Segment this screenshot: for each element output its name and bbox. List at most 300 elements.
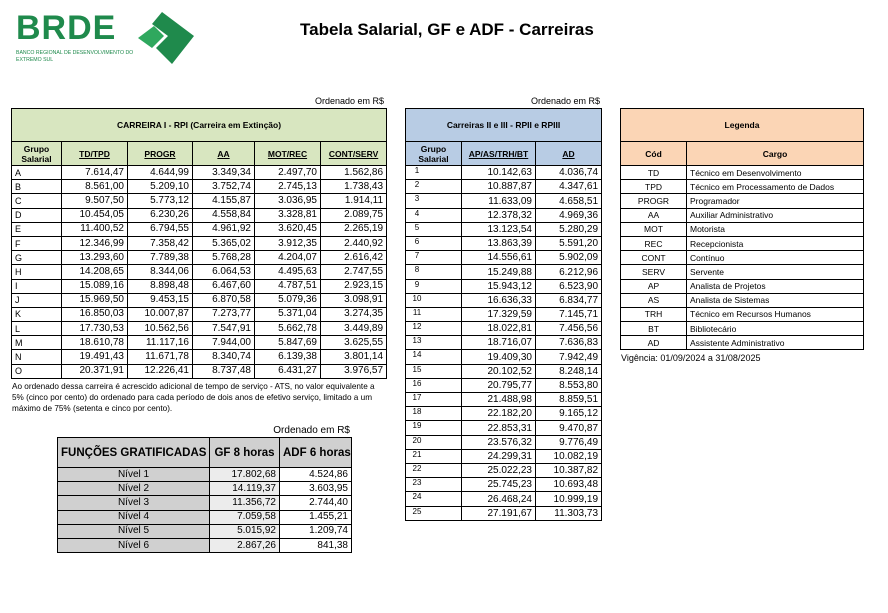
carreira2-cell: 21.488,98	[462, 393, 536, 407]
carreira2-row	[406, 251, 602, 265]
carreira1-col-header: CONT/SERV	[321, 142, 387, 166]
funcoes-cell: 17.802,68	[210, 468, 280, 482]
carreira1-cell: 8.898,48	[128, 279, 193, 293]
carreira2-row	[406, 421, 602, 435]
carreira1-cell: 5.768,28	[193, 251, 255, 265]
legenda-cell: Técnico em Recursos Humanos	[687, 307, 864, 321]
page-title: Tabela Salarial, GF e ADF - Carreiras	[300, 20, 594, 39]
carreira1-cell: 6.064,53	[193, 265, 255, 279]
carreira2-cell: 10.887,87	[462, 180, 536, 194]
carreira1-row	[12, 251, 387, 265]
carreira1-cell: 6.230,26	[128, 208, 193, 222]
carreira1-cell: 10.007,87	[128, 307, 193, 321]
carreira1-row	[12, 208, 387, 222]
carreira2-cell: 7.942,49	[536, 350, 602, 364]
carreira1-cell: J	[12, 293, 62, 307]
carreira2-cell: 6	[406, 236, 462, 250]
funcoes-cell: 11.356,72	[210, 496, 280, 510]
carreira1-row	[12, 293, 387, 307]
legenda-row	[621, 166, 864, 180]
carreira1-cell: 18.610,78	[62, 336, 128, 350]
carreira1-cell: 6.794,55	[128, 222, 193, 236]
carreira2-cell: 15.943,12	[462, 279, 536, 293]
carreira1-cell: 6.467,60	[193, 279, 255, 293]
carreira1-cell: B	[12, 180, 62, 194]
funcoes-cell: 5.015,92	[210, 524, 280, 538]
carreira2-row	[406, 222, 602, 236]
legenda-cell: AS	[621, 293, 687, 307]
carreira1-cell: 5.209,10	[128, 180, 193, 194]
carreira1-cell: 3.274,35	[321, 307, 387, 321]
carreira2-cell: 24.299,31	[462, 449, 536, 463]
carreira2-cell: 4.347,61	[536, 180, 602, 194]
carreira2-cell: 25.745,23	[462, 478, 536, 492]
carreira2-cell: 5.591,20	[536, 236, 602, 250]
carreira1-cell: 12.346,99	[62, 236, 128, 250]
carreira2-cell: 10	[406, 293, 462, 307]
carreira2-row	[406, 393, 602, 407]
funcoes-table	[57, 437, 352, 553]
carreira2-cell: 9.776,49	[536, 435, 602, 449]
carreira2-cell: 22.182,20	[462, 407, 536, 421]
carreira2-cell: 9.470,87	[536, 421, 602, 435]
legenda-cell: TD	[621, 166, 687, 180]
carreira1-cell: 3.912,35	[255, 236, 321, 250]
carreira1-cell: 5.847,69	[255, 336, 321, 350]
legenda-cell: MOT	[621, 222, 687, 236]
carreira2-row	[406, 293, 602, 307]
legenda-row	[621, 251, 864, 265]
funcoes-row	[58, 510, 352, 524]
carreira1-col-header: Grupo Salarial	[12, 142, 62, 166]
legenda-row	[621, 279, 864, 293]
carreira1-cell: 2.497,70	[255, 166, 321, 180]
carreira1-cell: 5.079,36	[255, 293, 321, 307]
carreira2-title: Carreiras II e III - RPII e RPIII	[406, 109, 602, 142]
brde-logo	[16, 8, 206, 68]
carreira1-title: CARREIRA I - RPI (Carreira em Extinção)	[12, 109, 387, 142]
carreira1-cell: 2.745,13	[255, 180, 321, 194]
carreira2-cell: 25	[406, 506, 462, 520]
carreira2-cell: 6.523,90	[536, 279, 602, 293]
carreira2-cell: 12	[406, 322, 462, 336]
carreira1-cell: 7.273,77	[193, 307, 255, 321]
vigencia-text: Vigência: 01/09/2024 a 31/08/2025	[621, 353, 761, 363]
funcoes-row	[58, 468, 352, 482]
carreira1-cell: 2.747,55	[321, 265, 387, 279]
carreira2-cell: 20.795,77	[462, 378, 536, 392]
carreira1-cell: 6.139,38	[255, 350, 321, 364]
carreira2-cell: 21	[406, 449, 462, 463]
legenda-header-row	[621, 142, 864, 166]
funcoes-cell: 14.119,37	[210, 482, 280, 496]
carreira1-cell: 11.671,78	[128, 350, 193, 364]
carreira1-cell: 13.293,60	[62, 251, 128, 265]
logo-mark-icon	[134, 8, 196, 68]
carreira1-cell: 3.349,34	[193, 166, 255, 180]
carreira2-cell: 11.633,09	[462, 194, 536, 208]
carreira2-cell: 26.468,24	[462, 492, 536, 506]
carreira1-cell: 3.752,74	[193, 180, 255, 194]
funcoes-cell: Nível 5	[58, 524, 210, 538]
carreira2-header-row	[406, 142, 602, 166]
carreira2-cell: 23.576,32	[462, 435, 536, 449]
carreira1-cell: E	[12, 222, 62, 236]
legenda-cell: AP	[621, 279, 687, 293]
carreira2-cell: 8.248,14	[536, 364, 602, 378]
carreira2-cell: 20.102,52	[462, 364, 536, 378]
carreira1-cell: 6.870,58	[193, 293, 255, 307]
carreira1-cell: 7.358,42	[128, 236, 193, 250]
carreira1-cell: 11.117,16	[128, 336, 193, 350]
funcoes-cell: 1.209,74	[280, 524, 352, 538]
legenda-cell: AD	[621, 336, 687, 350]
carreira2-cell: 14	[406, 350, 462, 364]
carreira2-cell: 8.859,51	[536, 393, 602, 407]
carreira1-cell: 7.944,00	[193, 336, 255, 350]
carreira2-cell: 4.969,36	[536, 208, 602, 222]
legenda-row	[621, 208, 864, 222]
carreira1-cell: 4.961,92	[193, 222, 255, 236]
carreira2-cell: 6.834,77	[536, 293, 602, 307]
carreira2-cell: 15	[406, 364, 462, 378]
carreira1-cell: 15.089,16	[62, 279, 128, 293]
carreira2-cell: 27.191,67	[462, 506, 536, 520]
carreira2-row	[406, 166, 602, 180]
carreira1-cell: 3.801,14	[321, 350, 387, 364]
funcoes-cell: Nível 3	[58, 496, 210, 510]
funcoes-col-header: GF 8 horas	[210, 438, 280, 468]
carreira2-cell: 10.142,63	[462, 166, 536, 180]
logo-subtitle: BANCO REGIONAL DE DESENVOLVIMENTO DO EXTREMO SUL	[16, 50, 134, 63]
carreira2-row	[406, 463, 602, 477]
carreira2-cell: 15.249,88	[462, 265, 536, 279]
carreira2-cell: 7.145,71	[536, 307, 602, 321]
carreira1-cell: A	[12, 166, 62, 180]
funcoes-col-header: FUNÇÕES GRATIFICADAS	[58, 438, 210, 468]
carreira2-cell: 14.556,61	[462, 251, 536, 265]
carreira1-cell: 17.730,53	[62, 322, 128, 336]
legenda-row	[621, 307, 864, 321]
legenda-cell: Analista de Projetos	[687, 279, 864, 293]
legenda-cell: Assistente Administrativo	[687, 336, 864, 350]
carreira1-row	[12, 236, 387, 250]
carreira2-cell: 20	[406, 435, 462, 449]
carreira2-row	[406, 307, 602, 321]
carreira1-cell: H	[12, 265, 62, 279]
carreira1-cell: 8.340,74	[193, 350, 255, 364]
carreira2-row	[406, 364, 602, 378]
carreira1-col-header: MOT/REC	[255, 142, 321, 166]
carreira2-row	[406, 449, 602, 463]
carreira1-cell: 7.547,91	[193, 322, 255, 336]
carreira2-row	[406, 378, 602, 392]
carreira2-row	[406, 478, 602, 492]
carreira1-header-row	[12, 142, 387, 166]
carreira2-cell: 10.387,82	[536, 463, 602, 477]
carreira1-cell: 7.789,38	[128, 251, 193, 265]
carreira2-cell: 7	[406, 251, 462, 265]
carreira1-col-header: PROGR	[128, 142, 193, 166]
carreira2-cell: 10.082,19	[536, 449, 602, 463]
carreira2-cell: 9.165,12	[536, 407, 602, 421]
carreira1-cell: 20.371,91	[62, 364, 128, 378]
carreira2-cell: 22	[406, 463, 462, 477]
carreira2-row	[406, 265, 602, 279]
carreira2-cell: 17.329,59	[462, 307, 536, 321]
legenda-row	[621, 322, 864, 336]
carreira2-cell: 22.853,31	[462, 421, 536, 435]
funcoes-cell: 3.603,95	[280, 482, 352, 496]
carreira2-cell: 11	[406, 307, 462, 321]
carreira2-cell: 5	[406, 222, 462, 236]
carreira2-row	[406, 279, 602, 293]
carreira1-cell: 9.453,15	[128, 293, 193, 307]
carreira1-cell: 5.365,02	[193, 236, 255, 250]
carreira1-cell: 4.204,07	[255, 251, 321, 265]
carreira2-row	[406, 180, 602, 194]
funcoes-row	[58, 538, 352, 552]
carreira1-row	[12, 322, 387, 336]
carreira2-row	[406, 322, 602, 336]
carreira1-cell: 3.620,45	[255, 222, 321, 236]
carreira2-cell: 8.553,80	[536, 378, 602, 392]
carreira1-table	[11, 108, 387, 379]
carreira2-cell: 6.212,96	[536, 265, 602, 279]
carreira2-row	[406, 236, 602, 250]
carreira2-row	[406, 336, 602, 350]
legenda-cell: TPD	[621, 180, 687, 194]
carreira1-row	[12, 336, 387, 350]
funcoes-cell: 2.744,40	[280, 496, 352, 510]
carreira2-cell: 18	[406, 407, 462, 421]
carreira2-cell: 4.036,74	[536, 166, 602, 180]
carreira1-cell: 8.344,06	[128, 265, 193, 279]
funcoes-cell: Nível 4	[58, 510, 210, 524]
legenda-cell: BT	[621, 322, 687, 336]
funcoes-cell: 841,38	[280, 538, 352, 552]
legenda-cell: AA	[621, 208, 687, 222]
legenda-cell: Técnico em Desenvolvimento	[687, 166, 864, 180]
legenda-cell: Servente	[687, 265, 864, 279]
carreira2-cell: 23	[406, 478, 462, 492]
carreira1-cell: L	[12, 322, 62, 336]
carreira1-row	[12, 222, 387, 236]
legenda-row	[621, 336, 864, 350]
legenda-cell: Programador	[687, 194, 864, 208]
carreira2-cell: 10.999,19	[536, 492, 602, 506]
carreira1-cell: 2.265,19	[321, 222, 387, 236]
legenda-row	[621, 222, 864, 236]
carreira1-cell: 3.625,55	[321, 336, 387, 350]
carreira2-cell: 16	[406, 378, 462, 392]
funcoes-cell: 1.455,21	[280, 510, 352, 524]
legenda-row	[621, 236, 864, 250]
carreira2-cell: 3	[406, 194, 462, 208]
carreira2-cell: 8	[406, 265, 462, 279]
carreira2-col-header: AP/AS/TRH/BT	[462, 142, 536, 166]
carreira2-cell: 25.022,23	[462, 463, 536, 477]
carreira2-row	[406, 194, 602, 208]
carreira1-cell: F	[12, 236, 62, 250]
carreira2-cell: 13	[406, 336, 462, 350]
carreira1-cell: 12.226,41	[128, 364, 193, 378]
carreira1-row	[12, 350, 387, 364]
carreira2-cell: 18.022,81	[462, 322, 536, 336]
carreira2-cell: 17	[406, 393, 462, 407]
carreira2-cell: 7.456,56	[536, 322, 602, 336]
carreira1-cell: 3.098,91	[321, 293, 387, 307]
funcoes-col-header: ADF 6 horas	[280, 438, 352, 468]
legenda-row	[621, 194, 864, 208]
funcoes-currency-note: Ordenado em R$	[273, 425, 350, 436]
carreira1-cell: 10.562,56	[128, 322, 193, 336]
carreira1-cell: 4.644,99	[128, 166, 193, 180]
carreira1-cell: 19.491,43	[62, 350, 128, 364]
carreira1-cell: 5.773,12	[128, 194, 193, 208]
carreira1-cell: 3.976,57	[321, 364, 387, 378]
carreira2-cell: 11.303,73	[536, 506, 602, 520]
funcoes-cell: Nível 2	[58, 482, 210, 496]
carreira1-cell: D	[12, 208, 62, 222]
carreira1-cell: 6.431,27	[255, 364, 321, 378]
carreira2-col-header: Grupo Salarial	[406, 142, 462, 166]
carreira2-cell: 2	[406, 180, 462, 194]
legenda-cell: Analista de Sistemas	[687, 293, 864, 307]
carreira2-row	[406, 208, 602, 222]
carreira1-cell: 7.614,47	[62, 166, 128, 180]
legenda-row	[621, 265, 864, 279]
carreira2-cell: 19	[406, 421, 462, 435]
carreira1-row	[12, 194, 387, 208]
legenda-table	[620, 108, 864, 350]
carreira2-col-header: AD	[536, 142, 602, 166]
carreira2-row	[406, 350, 602, 364]
ats-note: Ao ordenado dessa carreira é acrescido adicional de tempo de serviço - ATS, no valor equivalente a 5% (cinco por cento) do ordenado para cada período de dois anos de efetivo serviço, limitado a um máximo de 75% (setenta e cinco por cento).	[12, 382, 375, 413]
carreira1-cell: 4.495,63	[255, 265, 321, 279]
carreira1-cell: 4.787,51	[255, 279, 321, 293]
carreira1-cell: 9.507,50	[62, 194, 128, 208]
carreira1-row	[12, 364, 387, 378]
carreira2-row	[406, 506, 602, 520]
funcoes-cell: 2.867,26	[210, 538, 280, 552]
carreira2-currency-note: Ordenado em R$	[530, 96, 600, 106]
legenda-cell: Motorista	[687, 222, 864, 236]
carreira1-cell: C	[12, 194, 62, 208]
legenda-cell: Contínuo	[687, 251, 864, 265]
carreira2-cell: 10.693,48	[536, 478, 602, 492]
carreira1-cell: M	[12, 336, 62, 350]
carreira1-col-header: AA	[193, 142, 255, 166]
legenda-col-header: Cód	[621, 142, 687, 166]
carreira2-cell: 18.716,07	[462, 336, 536, 350]
carreira1-cell: 3.328,81	[255, 208, 321, 222]
carreira2-cell: 1	[406, 166, 462, 180]
carreira2-cell: 7.636,83	[536, 336, 602, 350]
carreira1-col-header: TD/TPD	[62, 142, 128, 166]
funcoes-row	[58, 524, 352, 538]
legenda-cell: SERV	[621, 265, 687, 279]
carreira1-cell: 2.923,15	[321, 279, 387, 293]
legenda-cell: Técnico em Processamento de Dados	[687, 180, 864, 194]
carreira2-table	[405, 108, 602, 521]
carreira1-cell: 15.969,50	[62, 293, 128, 307]
carreira1-cell: 1.914,11	[321, 194, 387, 208]
carreira1-row	[12, 279, 387, 293]
carreira1-cell: 8.561,00	[62, 180, 128, 194]
carreira2-cell: 19.409,30	[462, 350, 536, 364]
legenda-row	[621, 293, 864, 307]
carreira1-cell: 3.036,95	[255, 194, 321, 208]
legenda-cell: TRH	[621, 307, 687, 321]
funcoes-cell: Nível 6	[58, 538, 210, 552]
carreira2-cell: 4	[406, 208, 462, 222]
carreira1-row	[12, 180, 387, 194]
legenda-title: Legenda	[621, 109, 864, 142]
carreira2-cell: 24	[406, 492, 462, 506]
carreira2-cell: 5.902,09	[536, 251, 602, 265]
carreira2-cell: 5.280,29	[536, 222, 602, 236]
carreira2-row	[406, 435, 602, 449]
carreira1-cell: O	[12, 364, 62, 378]
carreira1-cell: 14.208,65	[62, 265, 128, 279]
carreira1-cell: 5.662,78	[255, 322, 321, 336]
carreira2-cell: 9	[406, 279, 462, 293]
carreira1-cell: 11.400,52	[62, 222, 128, 236]
carreira2-cell: 13.123,54	[462, 222, 536, 236]
carreira1-row	[12, 307, 387, 321]
carreira2-cell: 12.378,32	[462, 208, 536, 222]
carreira1-cell: 8.737,48	[193, 364, 255, 378]
carreira1-cell: 2.616,42	[321, 251, 387, 265]
funcoes-cell: Nível 1	[58, 468, 210, 482]
carreira1-cell: 4.155,87	[193, 194, 255, 208]
legenda-cell: Auxiliar Administrativo	[687, 208, 864, 222]
carreira1-cell: N	[12, 350, 62, 364]
carreira1-cell: 1.562,86	[321, 166, 387, 180]
funcoes-row	[58, 482, 352, 496]
carreira1-currency-note: Ordenado em R$	[314, 96, 384, 106]
carreira2-row	[406, 492, 602, 506]
funcoes-cell: 7.059,58	[210, 510, 280, 524]
carreira1-cell: K	[12, 307, 62, 321]
legenda-cell: Recepcionista	[687, 236, 864, 250]
carreira1-cell: 16.850,03	[62, 307, 128, 321]
carreira1-cell: 2.089,75	[321, 208, 387, 222]
carreira1-cell: 1.738,43	[321, 180, 387, 194]
carreira1-cell: 2.440,92	[321, 236, 387, 250]
carreira1-cell: I	[12, 279, 62, 293]
funcoes-cell: 4.524,86	[280, 468, 352, 482]
legenda-cell: CONT	[621, 251, 687, 265]
carreira2-cell: 13.863,39	[462, 236, 536, 250]
carreira2-row	[406, 407, 602, 421]
funcoes-row	[58, 496, 352, 510]
legenda-row	[621, 180, 864, 194]
carreira1-cell: 4.558,84	[193, 208, 255, 222]
legenda-cell: PROGR	[621, 194, 687, 208]
carreira1-cell: 10.454,05	[62, 208, 128, 222]
legenda-cell: Bibliotecário	[687, 322, 864, 336]
carreira2-cell: 4.658,51	[536, 194, 602, 208]
carreira1-cell: 5.371,04	[255, 307, 321, 321]
carreira1-row	[12, 166, 387, 180]
logo-text: BRDE	[16, 9, 117, 47]
funcoes-header-row	[58, 438, 352, 468]
carreira1-row	[12, 265, 387, 279]
legenda-cell: REC	[621, 236, 687, 250]
carreira1-cell: 3.449,89	[321, 322, 387, 336]
